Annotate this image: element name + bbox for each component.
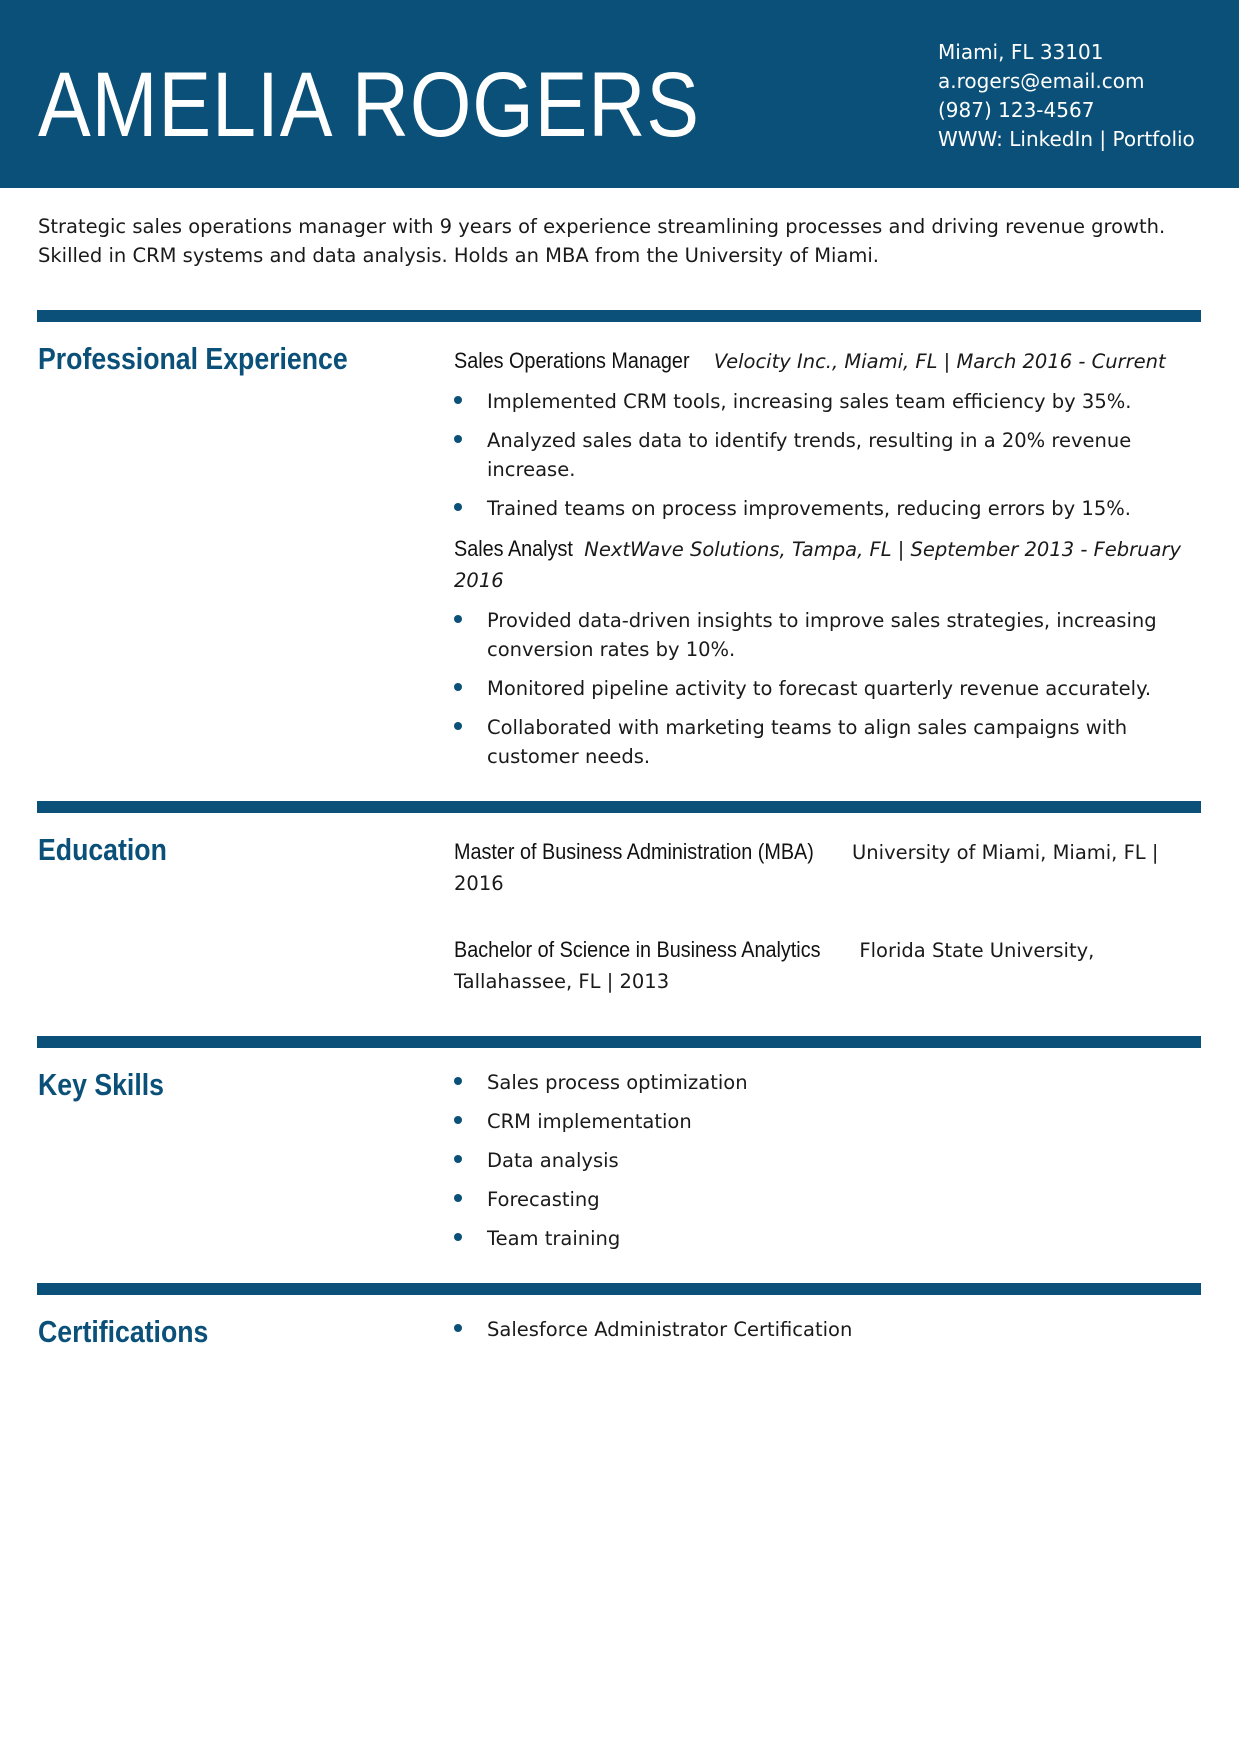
bullet-icon (454, 1077, 462, 1085)
bullet-icon (454, 683, 462, 691)
bullet-icon (454, 503, 462, 511)
experience-entry (454, 345, 1194, 533)
bullet-icon (454, 1324, 462, 1332)
degree-school: Florida State University, Tallahassee, FL | 2013 (454, 939, 1095, 993)
list-item: Forecasting (454, 1185, 1194, 1214)
job-heading (454, 533, 1194, 596)
list-item: Sales process optimization (454, 1068, 1194, 1097)
contact-phone: (987) 123-4567 (938, 98, 1095, 122)
degree-heading (454, 934, 1194, 997)
job-meta: NextWave Solutions, Tampa, FL | September 2013 - February 2016 (454, 538, 1182, 592)
section-divider (37, 1036, 1201, 1048)
job-meta: Velocity Inc., Miami, FL | March 2016 - Current (713, 350, 1166, 373)
degree-name: Master of Business Administration (MBA) (454, 839, 814, 864)
job-heading (454, 345, 1194, 377)
bullet-icon (454, 1233, 462, 1241)
job-bullets (454, 606, 1194, 771)
bullet-icon (454, 1194, 462, 1202)
contact-web: WWW: LinkedIn | Portfolio (938, 127, 1195, 151)
skills-list (454, 1068, 1194, 1253)
section-divider (37, 310, 1201, 322)
bullet-icon (454, 1116, 462, 1124)
experience-entry (454, 533, 1194, 781)
contact-location: Miami, FL 33101 (938, 40, 1104, 64)
job-role: Sales Operations Manager (454, 348, 690, 373)
list-item: Monitored pipeline activity to forecast quarterly revenue accurately. (454, 674, 1194, 703)
contact-email: a.rogers@email.com (938, 69, 1145, 93)
section-divider (37, 1283, 1201, 1295)
degree-name: Bachelor of Science in Business Analytics (454, 937, 821, 962)
bullet-icon (454, 722, 462, 730)
professional-summary: Strategic sales operations manager with 9 years of experience streamlining processes and driving revenue growth. Skilled in CRM systems and data analysis. Holds an MBA from the University of Miami. (38, 215, 1166, 267)
bullet-icon (454, 615, 462, 623)
resume-header (0, 0, 1239, 188)
list-item: Provided data-driven insights to improve sales strategies, increasing conversion rates by 10%. (454, 606, 1194, 664)
list-item: Team training (454, 1224, 1194, 1253)
bullet-icon (454, 1155, 462, 1163)
list-item: Salesforce Administrator Certification (454, 1315, 1194, 1344)
section-title-education: Education (38, 832, 167, 867)
education-entry (454, 934, 1194, 997)
contact-block (938, 38, 1195, 154)
section-title-certifications: Certifications (38, 1314, 209, 1349)
section-title-skills: Key Skills (38, 1067, 164, 1102)
degree-heading (454, 836, 1194, 899)
certifications-list (454, 1315, 1194, 1344)
list-item: Collaborated with marketing teams to align sales campaigns with customer needs. (454, 713, 1194, 771)
skills-list-container (454, 1068, 1194, 1263)
bullet-icon (454, 435, 462, 443)
list-item: Trained teams on process improvements, reducing errors by 15%. (454, 494, 1194, 523)
job-bullets (454, 387, 1194, 523)
candidate-name: AMELIA ROGERS (38, 54, 700, 156)
section-divider (37, 801, 1201, 813)
list-item: Data analysis (454, 1146, 1194, 1175)
list-item: Implemented CRM tools, increasing sales team efficiency by 35%. (454, 387, 1194, 416)
bullet-icon (454, 396, 462, 404)
section-title-experience: Professional Experience (38, 341, 348, 376)
degree-school: University of Miami, Miami, FL | 2016 (454, 841, 1159, 895)
job-role: Sales Analyst (454, 536, 573, 561)
list-item: CRM implementation (454, 1107, 1194, 1136)
list-item: Analyzed sales data to identify trends, resulting in a 20% revenue increase. (454, 426, 1194, 484)
certifications-list-container (454, 1315, 1194, 1354)
education-entry (454, 836, 1194, 899)
